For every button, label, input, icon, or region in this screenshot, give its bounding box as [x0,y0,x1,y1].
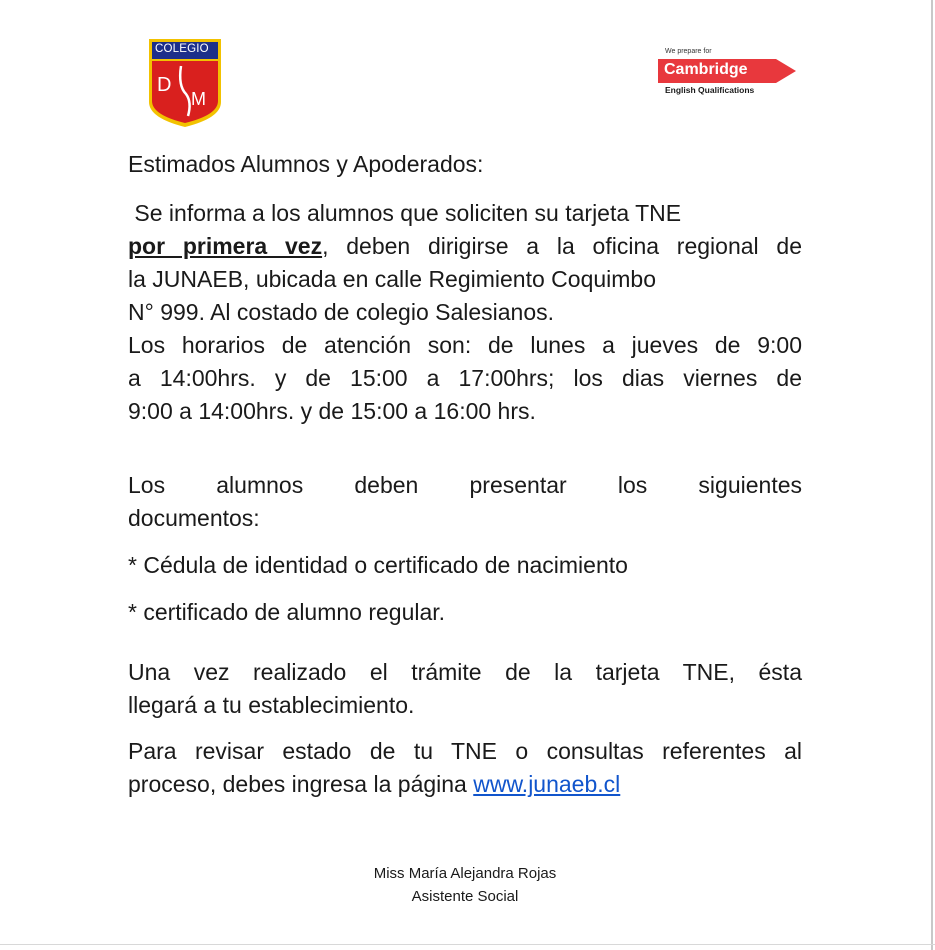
paragraph-status [128,735,802,801]
signature-role: Asistente Social [411,888,519,905]
school-crest-logo [148,38,222,128]
paragraph-line-rest: , deben dirigirse a la oficina regional de [322,233,802,259]
paragraph-line: llegará a tu establecimiento. [128,692,415,718]
cambridge-logo [658,48,800,100]
page-edge-shadow [931,0,933,950]
cambridge-name: Cambridge [664,61,748,78]
paragraph-delivery [128,656,802,722]
paragraph-line: N° 999. Al costado de colegio Salesianos. [128,299,555,325]
emphasis-first-time: por primera vez [128,233,323,259]
paragraph-line: la JUNAEB, ubicada en calle Regimiento Coquimbo [128,266,657,292]
cambridge-tagline: We prepare for [665,48,712,55]
paragraph-line [128,771,620,797]
paragraph-line: Una vez realizado el trámite de la tarjeta TNE, ésta [128,659,802,685]
paragraph-info [128,197,802,428]
paragraph-line: Para revisar estado de tu TNE o consultas referentes al [128,738,802,764]
paragraph-line: Los alumnos deben presentar los siguientes [128,472,802,498]
junaeb-link[interactable]: www.junaeb.cl [473,771,621,797]
crest-letter-m: M [191,89,206,109]
greeting: Estimados Alumnos y Apoderados: [128,151,484,177]
cambridge-subtitle: English Qualifications [665,85,755,95]
crest-letter-d: D [157,74,172,96]
paragraph-line-text: proceso, debes ingresa la página [128,771,474,797]
page-edge-line [0,944,935,945]
paragraph-line: a 14:00hrs. y de 15:00 a 17:00hrs; los dias viernes de [128,365,802,391]
crest-top-text: COLEGIO [155,43,209,55]
paragraph-line: documentos: [128,505,260,531]
paragraph-line: Se informa a los alumnos que soliciten su tarjeta TNE [128,200,682,226]
paragraph-line: 9:00 a 14:00hrs. y de 15:00 a 16:00 hrs. [128,398,536,424]
paragraph-line [128,230,802,263]
paragraph-documents [128,469,802,535]
signature-name: Miss María Alejandra Rojas [373,865,557,882]
paragraph-line: Los horarios de atención son: de lunes a jueves de 9:00 [128,332,802,358]
bullet-item: * certificado de alumno regular. [128,599,446,625]
bullet-item: * Cédula de identidad o certificado de nacimiento [128,552,628,578]
